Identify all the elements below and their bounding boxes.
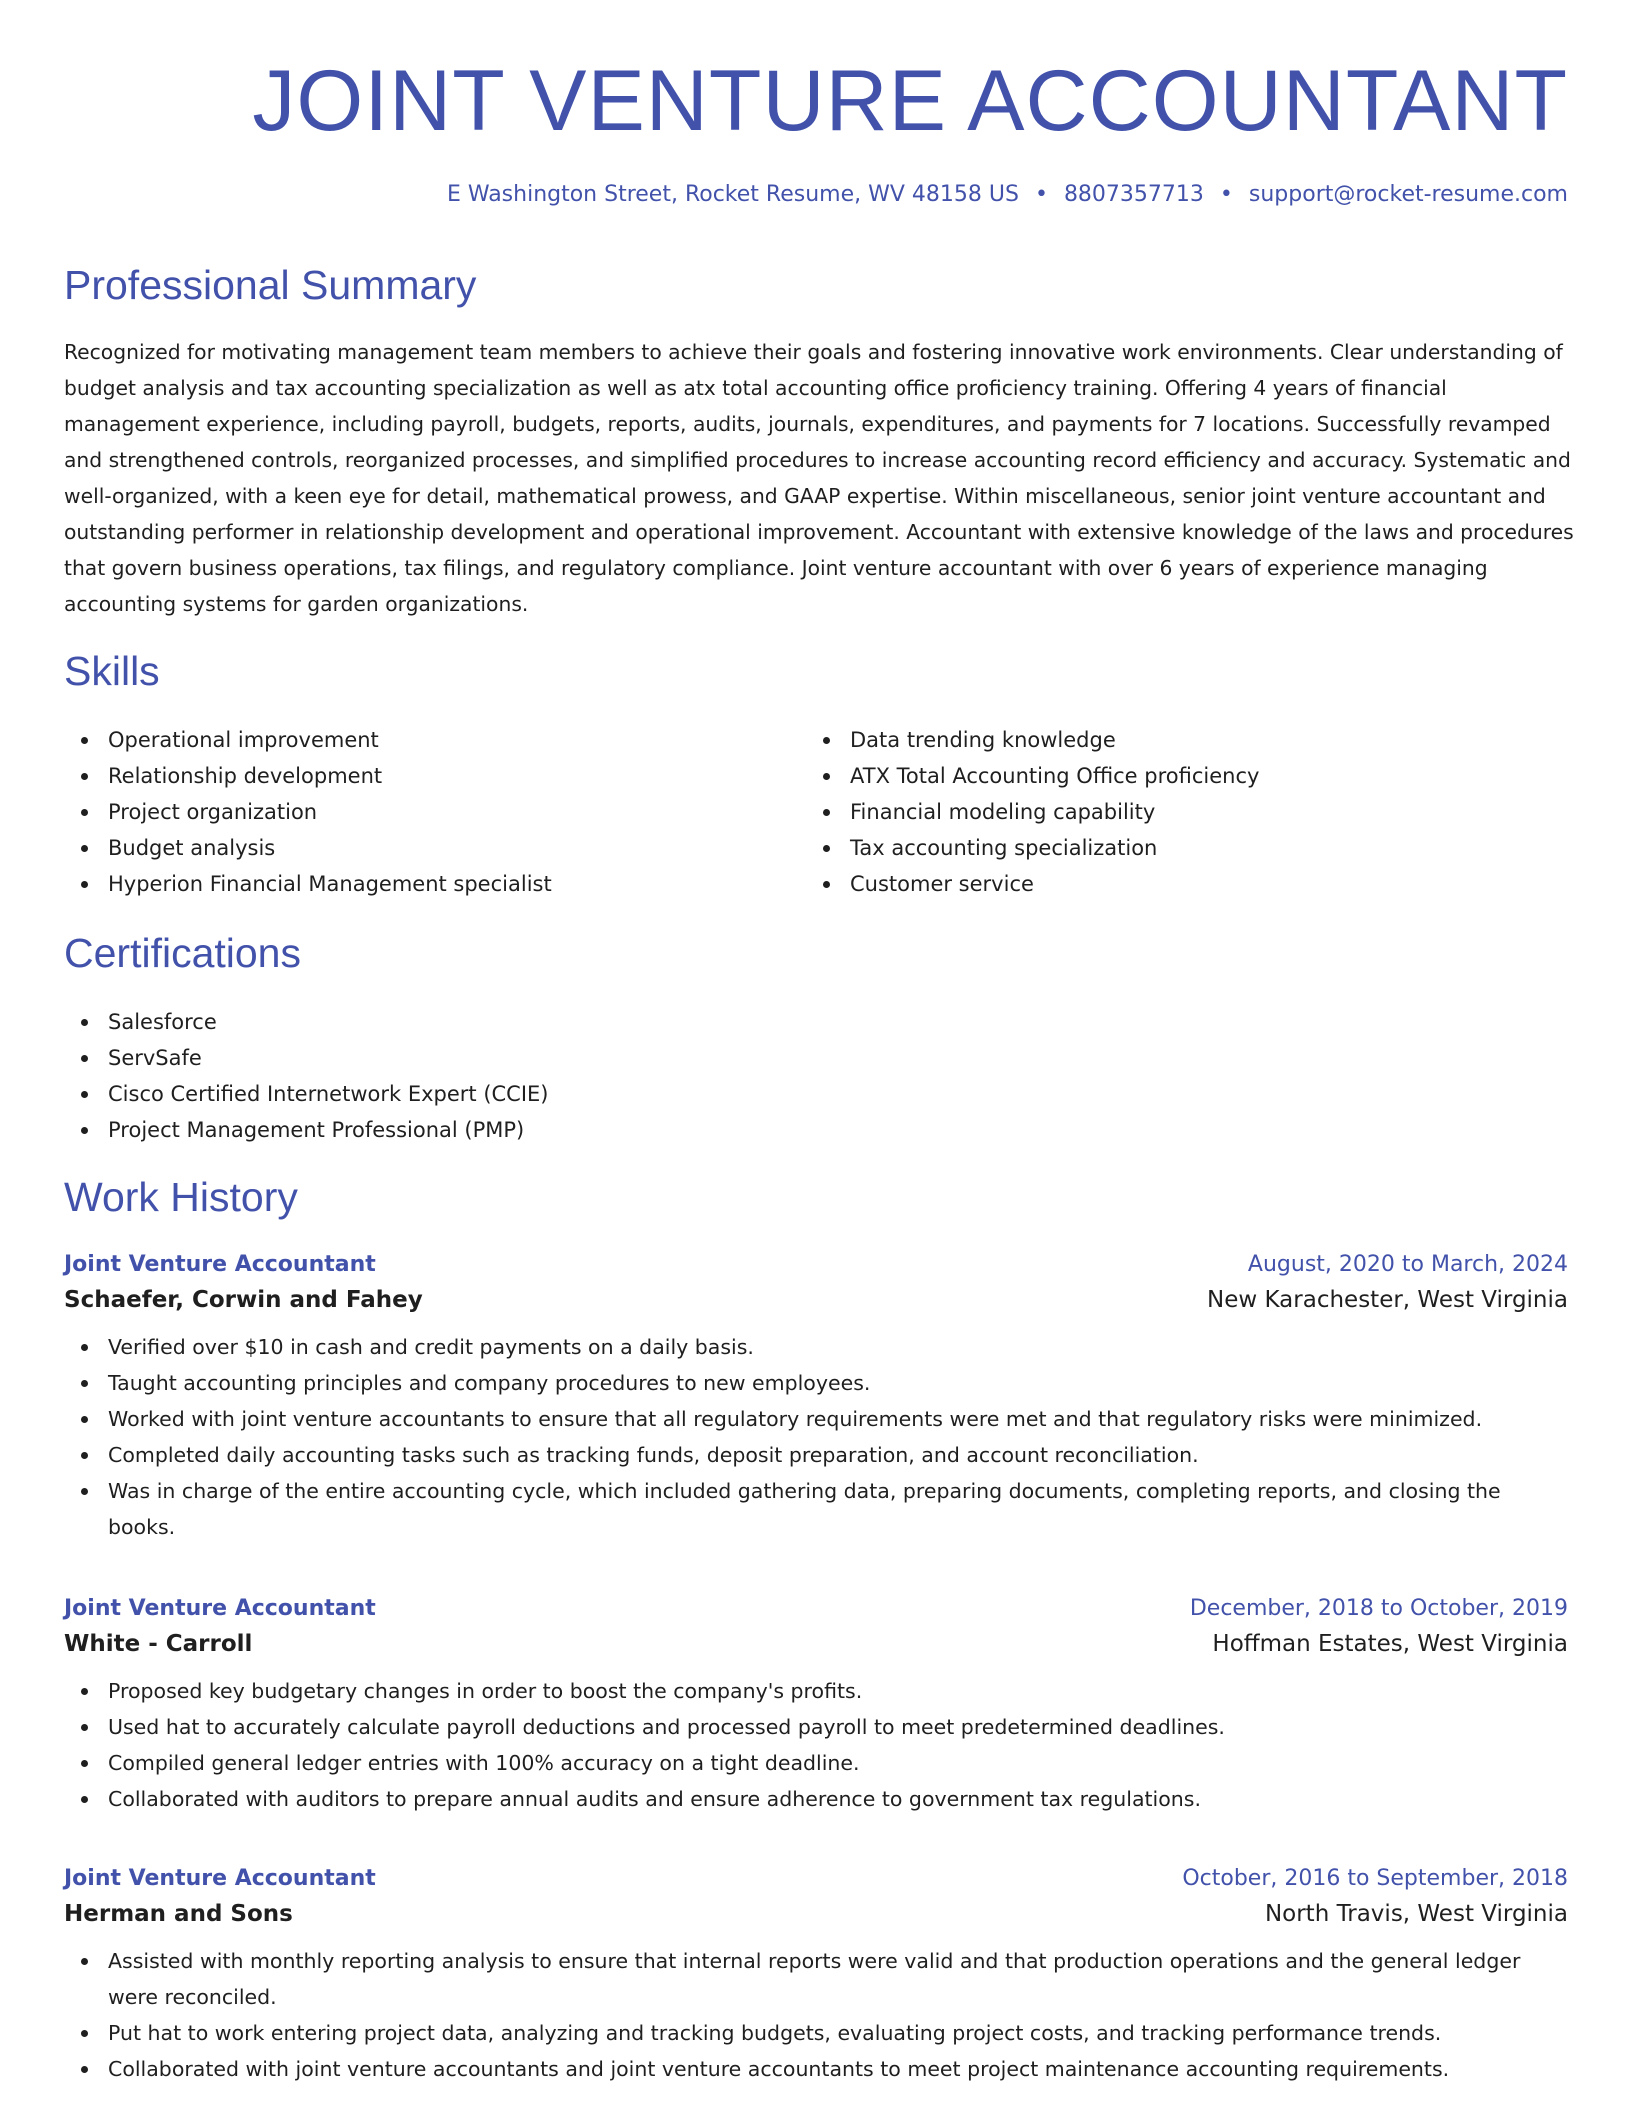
skill-item: ATX Total Accounting Office proficiency	[806, 758, 1506, 794]
job-entry	[64, 1866, 1568, 2087]
job-dates: December, 2018 to October, 2019	[1189, 1596, 1568, 1621]
job-bullet: Proposed key budgetary changes in order to boost the company's profits.	[64, 1673, 1568, 1709]
job-company: Herman and Sons	[64, 1901, 293, 1927]
job-bullet: Taught accounting principles and company procedures to new employees.	[64, 1365, 1568, 1401]
skills-list-right	[806, 722, 1506, 902]
contact-separator: •	[1219, 182, 1233, 207]
job-bullet: Completed daily accounting tasks such as tracking funds, deposit preparation, and account reconciliation.	[64, 1437, 1568, 1473]
contact-phone: 8807357713	[1063, 182, 1204, 207]
contact-address: E Washington Street, Rocket Resume, WV 48158 US	[446, 182, 1019, 207]
job-dates: October, 2016 to September, 2018	[1182, 1866, 1568, 1891]
contact-email[interactable]: support@rocket-resume.com	[1248, 182, 1568, 207]
section-title-summary: Professional Summary	[64, 262, 477, 308]
job-bullet: Collaborated with joint venture accountants and joint venture accountants to meet project maintenance accounting requirements.	[64, 2051, 1568, 2087]
skills-list-left	[64, 722, 764, 902]
skill-item: Financial modeling capability	[806, 794, 1506, 830]
skill-item: Customer service	[806, 866, 1506, 902]
job-bullet: Worked with joint venture accountants to ensure that all regulatory requirements were met and that regulatory risks were minimized.	[64, 1401, 1568, 1437]
section-title-skills: Skills	[64, 648, 160, 694]
job-company: Schaefer, Corwin and Fahey	[64, 1287, 423, 1313]
skill-item: Tax accounting specialization	[806, 830, 1506, 866]
section-title-work-history: Work History	[64, 1174, 298, 1220]
job-bullets	[64, 1329, 1568, 1545]
skill-item: Data trending knowledge	[806, 722, 1506, 758]
skill-item: Operational improvement	[64, 722, 764, 758]
job-bullet: Verified over $10 in cash and credit payments on a daily basis.	[64, 1329, 1568, 1365]
job-bullet: Collaborated with auditors to prepare annual audits and ensure adherence to government tax regulations.	[64, 1781, 1568, 1817]
skill-item: Relationship development	[64, 758, 764, 794]
job-title: Joint Venture Accountant	[64, 1596, 376, 1621]
job-entry	[64, 1596, 1568, 1817]
section-title-certifications: Certifications	[64, 930, 301, 976]
job-bullets	[64, 1943, 1568, 2087]
job-company: White - Carroll	[64, 1631, 253, 1657]
certification-item: Project Management Professional (PMP)	[64, 1112, 864, 1148]
contact-separator: •	[1034, 182, 1048, 207]
job-title: Joint Venture Accountant	[64, 1866, 376, 1891]
resume-name-title: JOINT VENTURE ACCOUNTANT	[252, 53, 1568, 149]
job-title: Joint Venture Accountant	[64, 1252, 376, 1277]
job-dates: August, 2020 to March, 2024	[1247, 1252, 1568, 1277]
job-bullet: Used hat to accurately calculate payroll deductions and processed payroll to meet predetermined deadlines.	[64, 1709, 1568, 1745]
job-bullet: Assisted with monthly reporting analysis to ensure that internal reports were valid and that production operations and the general ledger were reconciled.	[64, 1943, 1568, 2015]
skill-item: Budget analysis	[64, 830, 764, 866]
certification-item: Salesforce	[64, 1004, 864, 1040]
job-entry	[64, 1252, 1568, 1545]
contact-line	[447, 182, 1568, 207]
certification-item: ServSafe	[64, 1040, 864, 1076]
summary-text: Recognized for motivating management team members to achieve their goals and fostering innovative work environments. Clear understanding of budget analysis and tax accounting specialization as well as atx total accounting office proficiency training. Offering 4 years of financial management experience, including payroll, budgets, reports, audits, journals, expenditures, and payments for 7 locations. Successfully revamped and strengthened controls, reorganized processes, and simplified procedures to increase accounting record efficiency and accuracy. Systematic and well-organized, with a keen eye for detail, mathematical prowess, and GAAP expertise. Within miscellaneous, senior joint venture accountant and outstanding performer in relationship development and operational improvement. Accountant with extensive knowledge of the laws and procedures that govern business operations, tax filings, and regulatory compliance. Joint venture accountant with over 6 years of experience managing accounting systems for garden organizations.	[64, 340, 1574, 616]
job-bullet: Compiled general ledger entries with 100% accuracy on a tight deadline.	[64, 1745, 1568, 1781]
job-bullet: Was in charge of the entire accounting cycle, which included gathering data, preparing documents, completing reports, and closing the books.	[64, 1473, 1568, 1545]
job-location: North Travis, West Virginia	[1264, 1901, 1568, 1927]
certification-item: Cisco Certified Internetwork Expert (CCIE)	[64, 1076, 864, 1112]
job-bullet: Put hat to work entering project data, analyzing and tracking budgets, evaluating project costs, and tracking performance trends.	[64, 2015, 1568, 2051]
skill-item: Hyperion Financial Management specialist	[64, 866, 764, 902]
job-location: Hoffman Estates, West Virginia	[1212, 1631, 1568, 1657]
job-location: New Karachester, West Virginia	[1207, 1287, 1568, 1313]
certifications-list	[64, 1004, 864, 1148]
job-bullets	[64, 1673, 1568, 1817]
skill-item: Project organization	[64, 794, 764, 830]
